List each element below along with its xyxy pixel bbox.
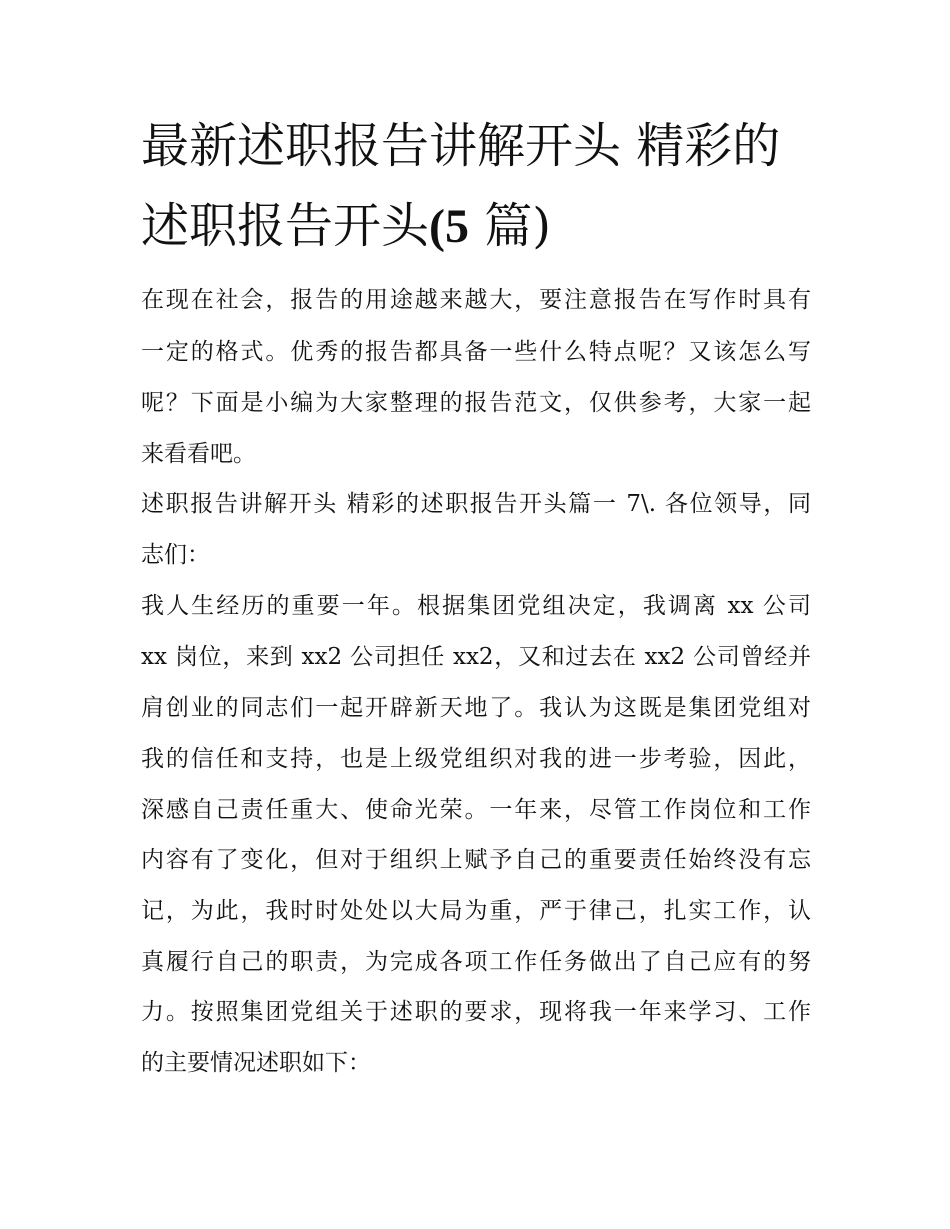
paragraph-3-line-4: 我的信任和支持，也是上级党组织对我的进一步考验，因此，: [141, 746, 811, 772]
paragraph-2-line-2: 志们：: [141, 542, 210, 568]
paragraph-3-line-1: 我人生经历的重要一年。根据集团党组决定，我调离 xx 公司: [141, 593, 811, 619]
paragraph-3-line-2: xx 岗位，来到 xx2 公司担任 xx2，又和过去在 xx2 公司曾经并: [141, 644, 811, 670]
paragraph-1-line-2: 一定的格式。优秀的报告都具备一些什么特点呢？又该怎么写: [141, 339, 811, 365]
title-line-2-prefix: 述职报告开头: [141, 198, 430, 254]
paragraph-3-line-3: 肩创业的同志们一起开辟新天地了。我认为这既是集团党组对: [141, 695, 811, 721]
paragraph-3-line-6: 内容有了变化，但对于组织上赋予自己的重要责任始终没有忘: [141, 847, 811, 873]
paragraph-1-line-1: 在现在社会，报告的用途越来越大，要注意报告在写作时具有: [141, 287, 811, 313]
title-line-2-number: (5: [429, 200, 469, 253]
title-line-2: [141, 198, 551, 255]
paragraph-1-line-3: 呢？下面是小编为大家整理的报告范文，仅供参考，大家一起: [141, 390, 811, 416]
paragraph-3-line-9: 力。按照集团党组关于述职的要求，现将我一年来学习、工作: [141, 999, 811, 1025]
paragraph-2-line-1: 述职报告讲解开头 精彩的述职报告开头篇一 7\. 各位领导，同: [141, 491, 811, 517]
title-line-2-suffix: 篇): [469, 198, 551, 254]
paragraph-3-line-8: 真履行自己的职责，为完成各项工作任务做出了自己应有的努: [141, 949, 811, 975]
paragraph-3-line-7: 记，为此，我时时处处以大局为重，严于律己，扎实工作，认: [141, 898, 811, 924]
paragraph-3-line-5: 深感自己责任重大、使命光荣。一年来，尽管工作岗位和工作: [141, 797, 811, 823]
paragraph-3-line-10: 的主要情况述职如下：: [141, 1050, 371, 1076]
title-line-1: 最新述职报告讲解开头 精彩的: [141, 118, 781, 174]
paragraph-1-line-4: 来看看吧。: [141, 441, 256, 467]
